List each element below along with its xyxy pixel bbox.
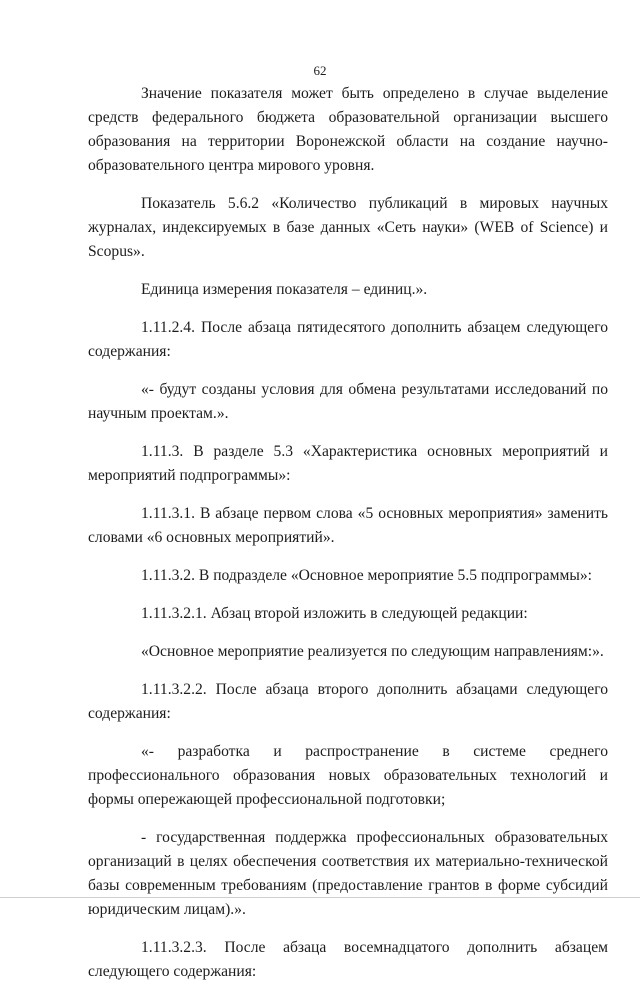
page-number: 62 bbox=[313, 63, 327, 78]
paragraph: 1.11.3.2. В подразделе «Основное мероприятие 5.5 подпрограммы»: bbox=[141, 567, 592, 584]
paragraph: 1.11.3.1. В абзаце первом слова «5 основных мероприятия» заменить словами «6 основных мероприятий». bbox=[88, 505, 608, 546]
paragraph: Значение показателя может быть определено в случае выделение средств федерального бюджета образовательной организации высшего образования на территории Воронежской области на создание научно-образовательного центра мирового уровня. bbox=[88, 85, 608, 174]
paragraph: - государственная поддержка профессиональных образовательных организаций в целях обеспечения соответствия их материально-технической базы современным требованиям (предоставление грантов в форме субсидий юридическим лицам).». bbox=[88, 829, 608, 918]
paragraph: Показатель 5.6.2 «Количество публикаций в мировых научных журналах, индексируемых в базе данных «Сеть науки» (WEB of Science) и Scopus». bbox=[88, 195, 608, 260]
paragraph: 1.11.3. В разделе 5.3 «Характеристика основных мероприятий и мероприятий подпрограммы»: bbox=[88, 443, 608, 484]
paragraph: 1.11.3.2.3. После абзаца восемнадцатого дополнить абзацем следующего содержания: bbox=[88, 939, 608, 980]
paragraph: 1.11.2.4. После абзаца пятидесятого дополнить абзацем следующего содержания: bbox=[88, 319, 608, 360]
paragraph: Единица измерения показателя – единиц.». bbox=[141, 281, 428, 298]
paragraph: «- будут созданы условия для обмена результатами исследований по научным проектам.». bbox=[88, 381, 608, 422]
document-body bbox=[88, 82, 608, 984]
paragraph: 1.11.3.2.1. Абзац второй изложить в следующей редакции: bbox=[141, 605, 528, 622]
paragraph: «Основное мероприятие реализуется по следующим направлениям:». bbox=[141, 643, 604, 660]
paragraph: 1.11.3.2.2. После абзаца второго дополнить абзацами следующего содержания: bbox=[88, 681, 608, 722]
paragraph: «- разработка и распространение в системе среднего профессионального образования новых образовательных технологий и формы опережающей профессиональной подготовки; bbox=[88, 743, 608, 808]
page-edge-line bbox=[0, 897, 640, 898]
